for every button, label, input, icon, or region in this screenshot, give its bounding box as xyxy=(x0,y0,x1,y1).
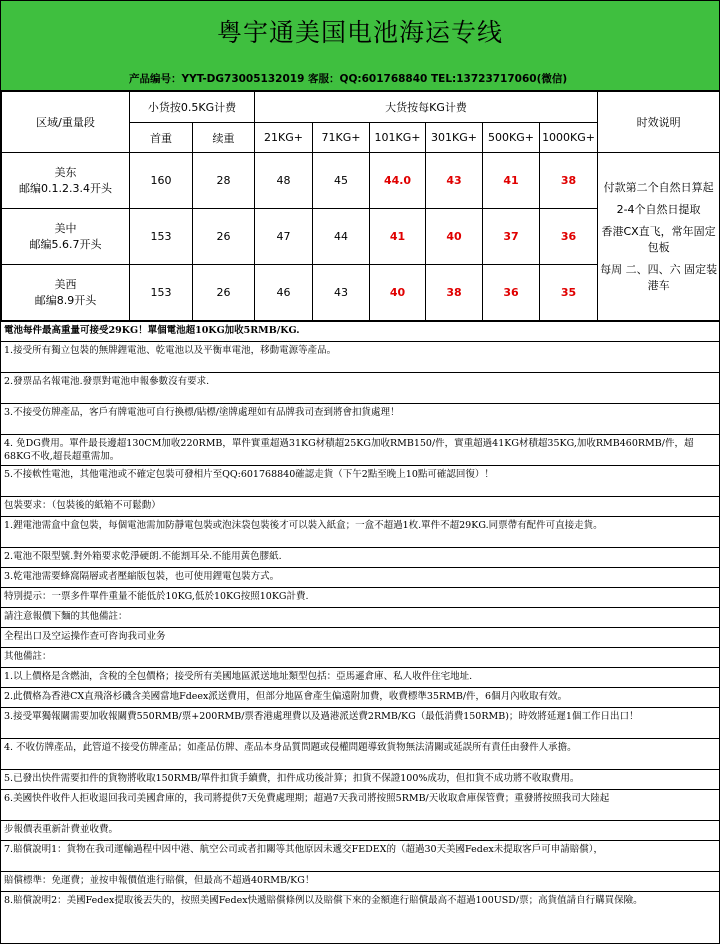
note-item: 全程出口及空运操作查可咨询我司业务 xyxy=(1,627,719,647)
rate-cell-highlight: 35 xyxy=(540,265,598,321)
region-cell xyxy=(2,265,130,321)
notes-section xyxy=(1,321,719,922)
rate-cell: 48 xyxy=(255,153,313,209)
rate-cell: 43 xyxy=(313,265,370,321)
region-cell xyxy=(2,153,130,209)
rate-cell-highlight: 44.0 xyxy=(370,153,426,209)
region-name: 美东 xyxy=(54,165,77,179)
rate-table xyxy=(1,91,720,321)
rate-cell-highlight: 41 xyxy=(370,209,426,265)
note-packaging-heading: 包裝要求：（包裝後的紙箱不可鬆動） xyxy=(1,496,719,516)
note-item: 2.發票品名報電池.發票對電池申報參數沒有要求. xyxy=(1,372,719,403)
table-row xyxy=(2,153,720,209)
note-item: 3.不接受仿牌產品，客戶有牌電池可自行換標/貼標/塗牌處理如有品牌我司查到將會扣貨處理！ xyxy=(1,403,719,434)
rate-cell: 153 xyxy=(130,209,193,265)
rate-cell-highlight: 41 xyxy=(483,153,540,209)
timing-cell xyxy=(598,153,720,321)
subheader-21kg: 21KG+ xyxy=(255,123,313,153)
note-item: 1.接受所有獨立包裝的無牌鋰電池、乾電池以及平衡車電池，移動電源等產品。 xyxy=(1,341,719,372)
note-item: 4. 免DG費用。單件最長邊超130CM加收220RMB，單件實重超過31KG材積超25KG加收RMB150/件，實重超過41KG材積超35KG,加收RMB460RMB/件，超68KG不收,超長超重需加。 xyxy=(1,434,719,465)
note-item: 2.此價格為香港CX直飛洛杉磯含美國當地Fdeex派送費用，但部分地區會產生偏遠附加費，收費標準35RMB/件，6個月內收取有效。 xyxy=(1,687,719,707)
timing-line: 2-4个自然日提取 xyxy=(616,202,701,216)
note-item: 6.美國快件收件人拒收退回我司美國倉庫的，我司將提供7天免費處理期；超過7天我司將按照5RMB/天收取倉庫保管費；重發將按照我司大陸起 xyxy=(1,789,719,820)
subheader-500kg: 500KG+ xyxy=(483,123,540,153)
region-cell xyxy=(2,209,130,265)
subheader-additional-weight: 续重 xyxy=(193,123,255,153)
header-large-cargo: 大货按每KG计费 xyxy=(255,92,598,123)
note-item: 3.接受單獨報關需要加收報關費550RMB/票+200RMB/票香港處理費以及過港派送費2RMB/KG（最低消費150RMB)；時效將延遲1個工作日出口！ xyxy=(1,707,719,738)
header-timing: 时效说明 xyxy=(598,92,720,153)
subheader-101kg: 101KG+ xyxy=(370,123,426,153)
region-zip: 邮编0.1.2.3.4开头 xyxy=(19,181,112,195)
subheader-1000kg: 1000KG+ xyxy=(540,123,598,153)
rate-cell-highlight: 40 xyxy=(426,209,483,265)
rate-cell-highlight: 40 xyxy=(370,265,426,321)
rate-cell-highlight: 36 xyxy=(540,209,598,265)
header-region: 区域/重量段 xyxy=(2,92,130,153)
rate-cell: 26 xyxy=(193,265,255,321)
page-title: 粤宇通美国电池海运专线 xyxy=(1,1,719,61)
note-item: 請注意報價下麵的其他備註： xyxy=(1,607,719,627)
rate-cell-highlight: 38 xyxy=(426,265,483,321)
subheader-first-weight: 首重 xyxy=(130,123,193,153)
rate-cell: 44 xyxy=(313,209,370,265)
rate-cell: 160 xyxy=(130,153,193,209)
header-small-cargo: 小货按0.5KG计费 xyxy=(130,92,255,123)
note-item: 5.已發出快件需要扣件的貨物將收取150RMB/單件扣貨手續費，扣件成功後計算；扣貨不保證100%成功，但扣貨不成功將不收取費用。 xyxy=(1,769,719,789)
note-item: 1.以上價格是含燃油，含稅的全包價格；接受所有美國地區派送地址類型包括：亞馬遜倉庫、私人收件住宅地址. xyxy=(1,667,719,687)
rate-cell: 45 xyxy=(313,153,370,209)
note-item: 步報價表重新計費並收費。 xyxy=(1,820,719,840)
note-other-heading: 其他備註： xyxy=(1,647,719,667)
rate-cell-highlight: 37 xyxy=(483,209,540,265)
note-item: 3.乾電池需要蜂窩隔層或者壓縮版包裝，也可使用鋰電包裝方式。 xyxy=(1,567,719,587)
note-item: 4. 不收仿牌產品，此管道不接受仿牌產品；如產品仿牌、產品本身品質問題或侵權問題導致貨物無法清關或延誤所有責任由發件人承擔。 xyxy=(1,738,719,769)
rate-cell: 28 xyxy=(193,153,255,209)
timing-line: 付款第二个自然日算起 xyxy=(603,180,714,194)
note-battery-weight: 電池每件最高重量可接受29KG！單個電池超10KG加收5RMB/KG. xyxy=(1,321,719,341)
rate-cell: 46 xyxy=(255,265,313,321)
note-item: 1.鋰電池需盒中盒包裝，每個電池需加防靜電包裝或泡沫袋包裝後才可以裝入紙盒；一盒不超過1枚.單件不超29KG.同票帶有配件可直接走貨。 xyxy=(1,516,719,547)
region-name: 美西 xyxy=(54,277,77,291)
product-contact-line: 产品编号：YYT-DG73005132019 客服：QQ:601768840 TEL:13723717060(微信) xyxy=(1,61,719,91)
note-special-tip: 特別提示：一票多件單件重量不能低於10KG,低於10KG按照10KG計費. xyxy=(1,587,719,607)
region-name: 美中 xyxy=(54,221,77,235)
timing-line: 香港CX直飞，常年固定包板 xyxy=(601,224,716,254)
timing-line: 每周 二、四、六 固定装港车 xyxy=(600,262,718,292)
note-item: 7.賠償說明1：貨物在我司運輸過程中因中港、航空公司或者扣關等其他原因未遞交FEDEX的（超過30天美國Fedex未提取客戶可申請賠償）， xyxy=(1,840,719,871)
rate-cell: 26 xyxy=(193,209,255,265)
rate-cell-highlight: 43 xyxy=(426,153,483,209)
rate-cell-highlight: 38 xyxy=(540,153,598,209)
subheader-71kg: 71KG+ xyxy=(313,123,370,153)
note-item: 賠償標準：免運費；並按申報價值進行賠償，但最高不超過40RMB/KG！ xyxy=(1,871,719,891)
note-item: 8.賠償說明2：美國Fedex提取後丟失的，按照美國Fedex快遞賠償條例以及賠償下來的金額進行賠償最高不超過100USD/票；高貨值請自行購買保險。 xyxy=(1,891,719,922)
region-zip: 邮编8.9开头 xyxy=(34,293,97,307)
region-zip: 邮编5.6.7开头 xyxy=(29,237,102,251)
note-item: 2.電池不限型號.對外箱要求乾淨硬朗.不能割耳朵.不能用黃色膠紙. xyxy=(1,547,719,567)
subheader-301kg: 301KG+ xyxy=(426,123,483,153)
rate-cell: 153 xyxy=(130,265,193,321)
rate-cell: 47 xyxy=(255,209,313,265)
rate-cell-highlight: 36 xyxy=(483,265,540,321)
note-item: 5.不接軟性電池，其他電池或不確定包裝可發相片至QQ:601768840確認走貨（下午2點至晚上10點可確認回復）！ xyxy=(1,465,719,496)
